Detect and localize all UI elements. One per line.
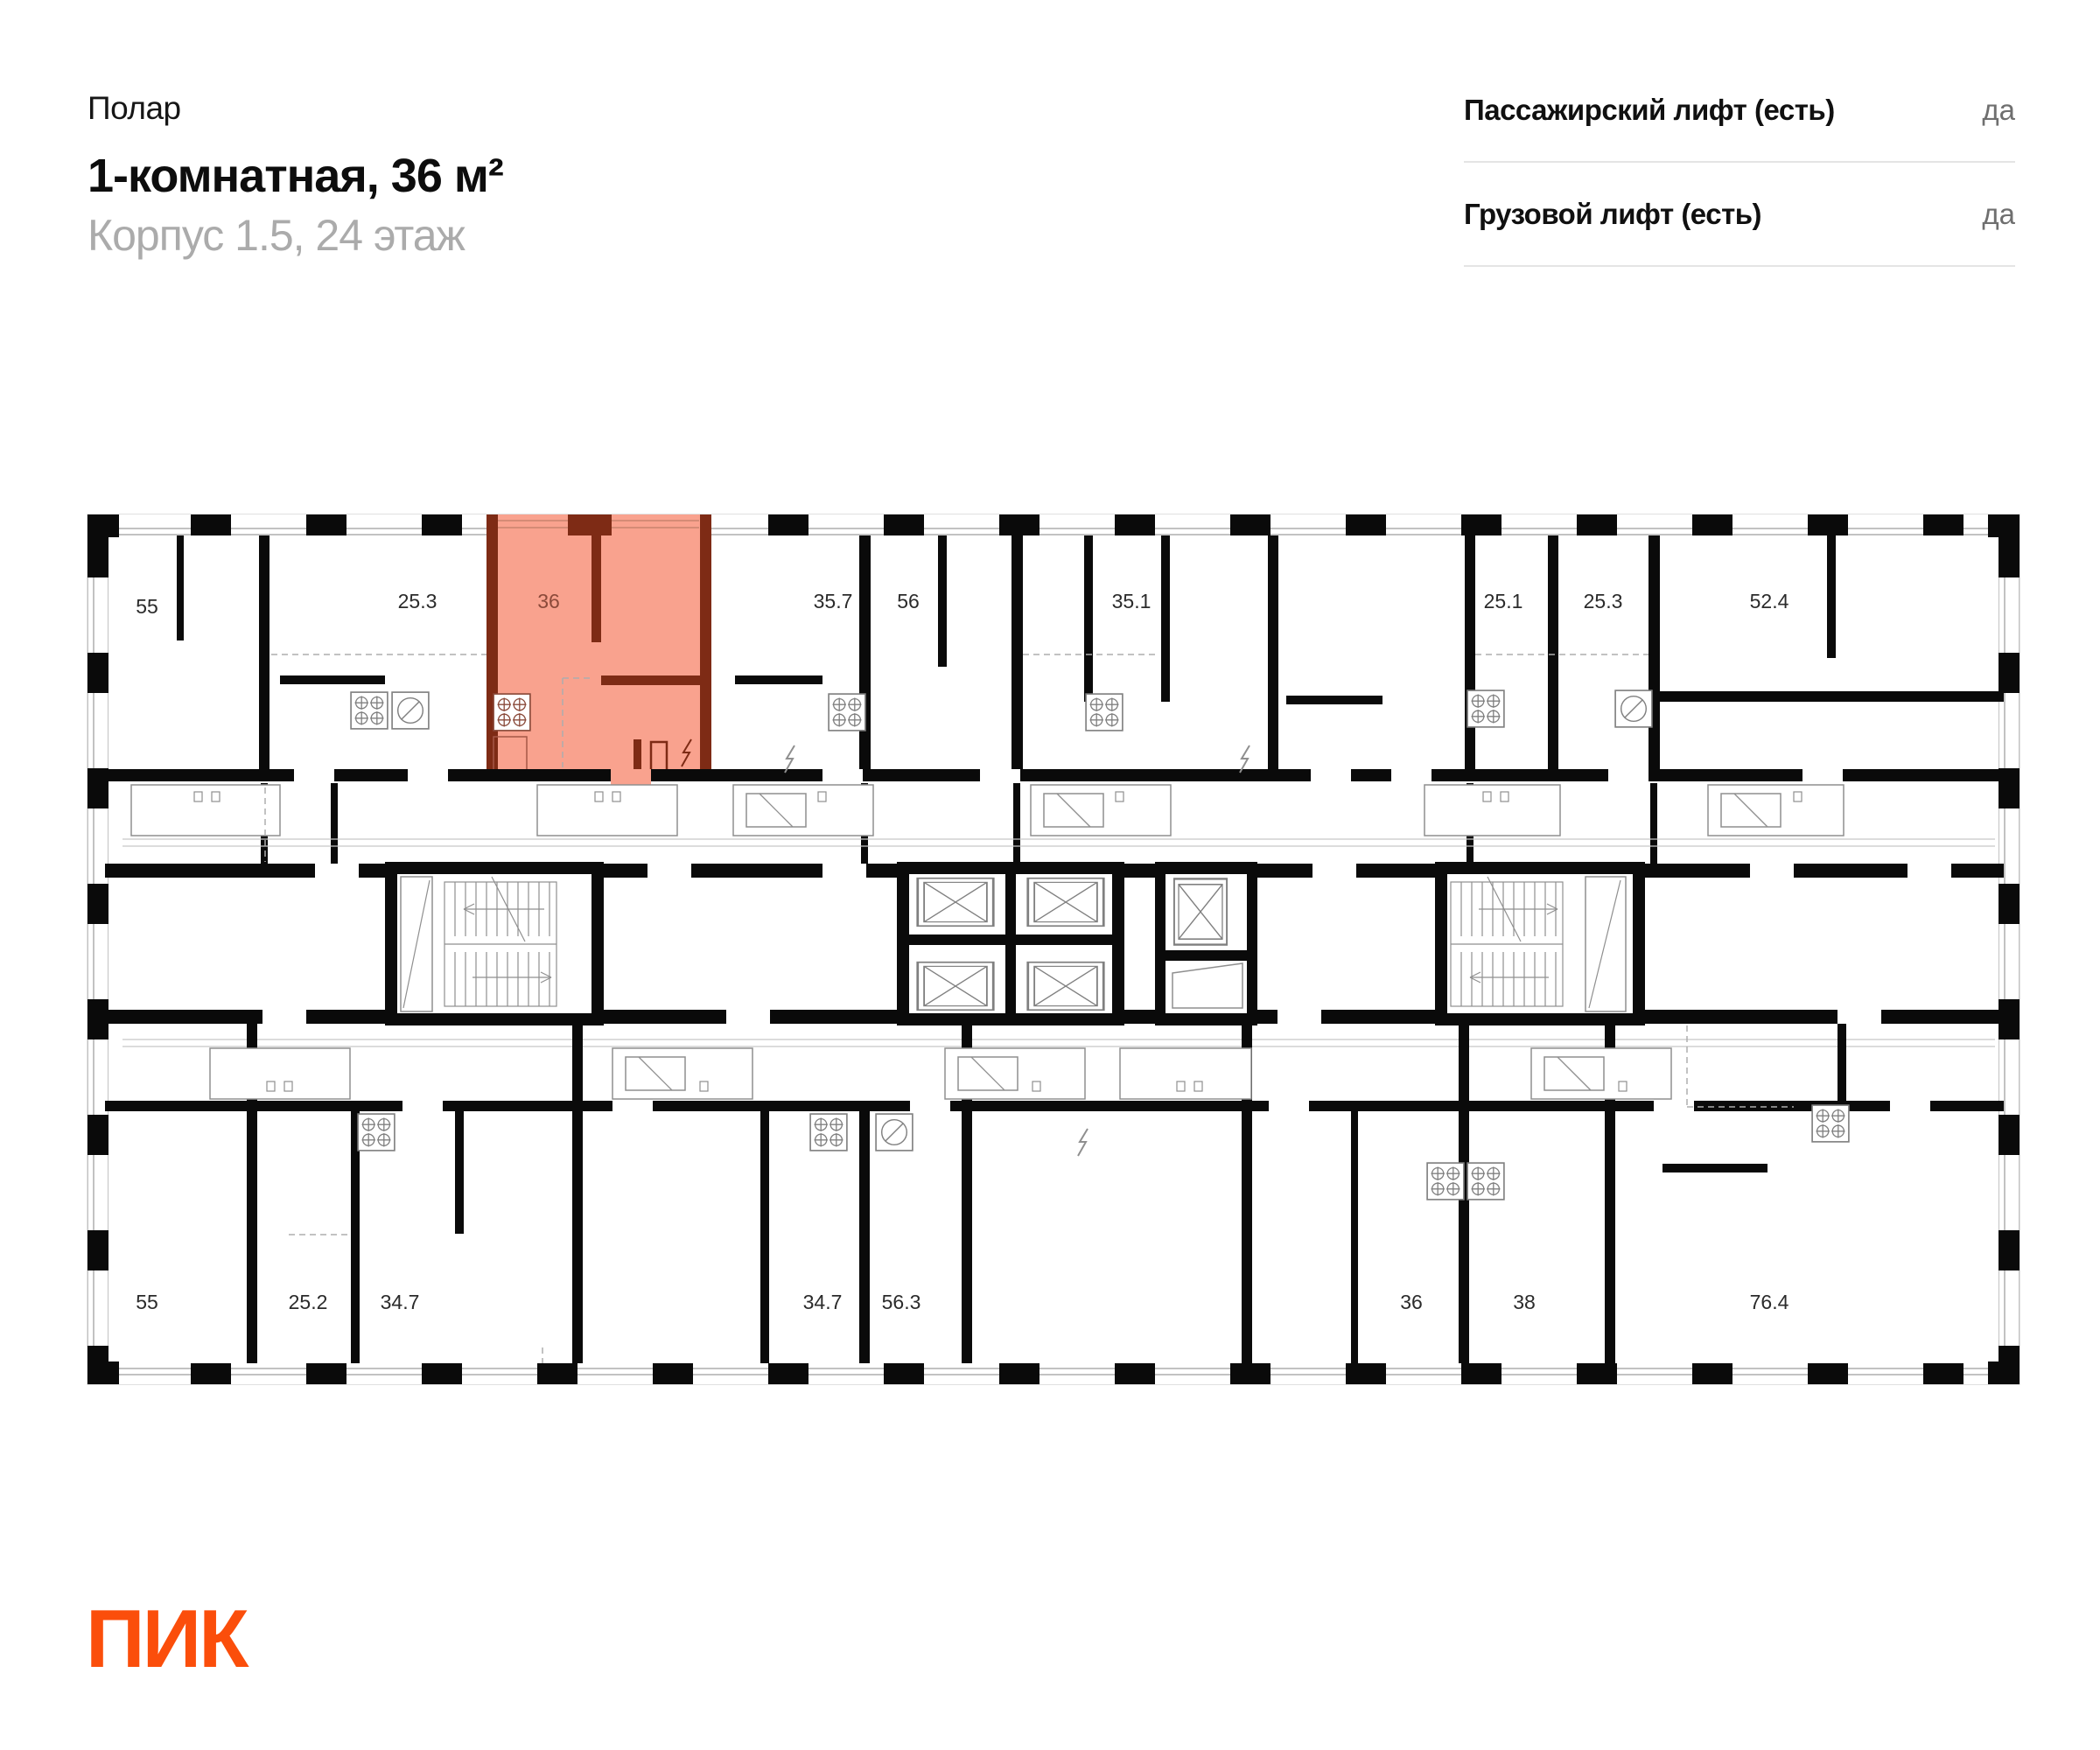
unit-area-label: 35.7	[813, 590, 853, 612]
project-name: Полар	[88, 90, 181, 126]
sink-icon	[392, 692, 429, 729]
unit-area-label: 36	[1400, 1291, 1423, 1313]
unit-area-label: 52.4	[1749, 590, 1789, 612]
door-leaf	[651, 742, 667, 772]
unit-area-label: 35.1	[1111, 590, 1152, 612]
passenger-lift-label: Пассажирский лифт (есть)	[1464, 93, 1835, 126]
unit-area-label: 25.3	[397, 590, 438, 612]
unit-area-label: 56.3	[881, 1291, 921, 1313]
sink-icon	[1615, 690, 1652, 727]
stove-icon	[1427, 1163, 1464, 1200]
unit-area-label: 34.7	[802, 1291, 843, 1313]
unit-area-label: 25.2	[288, 1291, 328, 1313]
bottom-facade-windows	[88, 1363, 2020, 1384]
right-facade-windows	[1998, 514, 2020, 1384]
stove-icon	[1086, 694, 1123, 731]
unit-area-label: 55	[136, 595, 158, 618]
sink-icon	[876, 1114, 913, 1151]
highlighted-unit[interactable]	[486, 514, 711, 801]
page-subtitle: Корпус 1.5, 24 этаж	[88, 211, 465, 260]
elevator-shaft-icon	[918, 962, 993, 1011]
unit-area-label: 56	[897, 590, 920, 612]
unit-area-label: 55	[136, 1291, 158, 1313]
highlighted-unit-area-label: 36	[537, 590, 560, 612]
passenger-lift-value: да	[1982, 93, 2015, 126]
unit-area-label: 25.1	[1483, 590, 1523, 612]
elevator-shaft-icon	[1028, 962, 1103, 1011]
stove-icon	[1812, 1105, 1849, 1142]
building-outline	[88, 514, 2020, 1384]
stove-icon	[1467, 690, 1504, 727]
cargo-lift-value: да	[1982, 197, 2015, 230]
top-facade-windows	[88, 514, 2020, 536]
unit-area-label: 38	[1513, 1291, 1536, 1313]
unit-area-label: 76.4	[1749, 1291, 1789, 1313]
page-title: 1-комнатная, 36 м²	[88, 150, 503, 202]
elevator-bank	[897, 862, 1124, 1026]
floor-plan	[88, 514, 2020, 1384]
cargo-lift-label: Грузовой лифт (есть)	[1464, 197, 1762, 230]
stove-icon	[351, 692, 388, 729]
elevator-shaft-icon	[1174, 878, 1227, 944]
elevator-shaft-icon	[1028, 878, 1103, 927]
stove-icon	[829, 694, 865, 731]
elevator-shaft-icon	[918, 878, 993, 927]
stove-icon	[810, 1114, 847, 1151]
unit-area-label: 34.7	[380, 1291, 420, 1313]
stove-icon	[494, 694, 530, 731]
left-facade-windows	[88, 514, 108, 1384]
unit-area-label: 25.3	[1583, 590, 1623, 612]
pik-logo[interactable]: ПИК	[86, 1592, 247, 1684]
stove-icon	[358, 1114, 395, 1151]
stove-icon	[1467, 1163, 1504, 1200]
